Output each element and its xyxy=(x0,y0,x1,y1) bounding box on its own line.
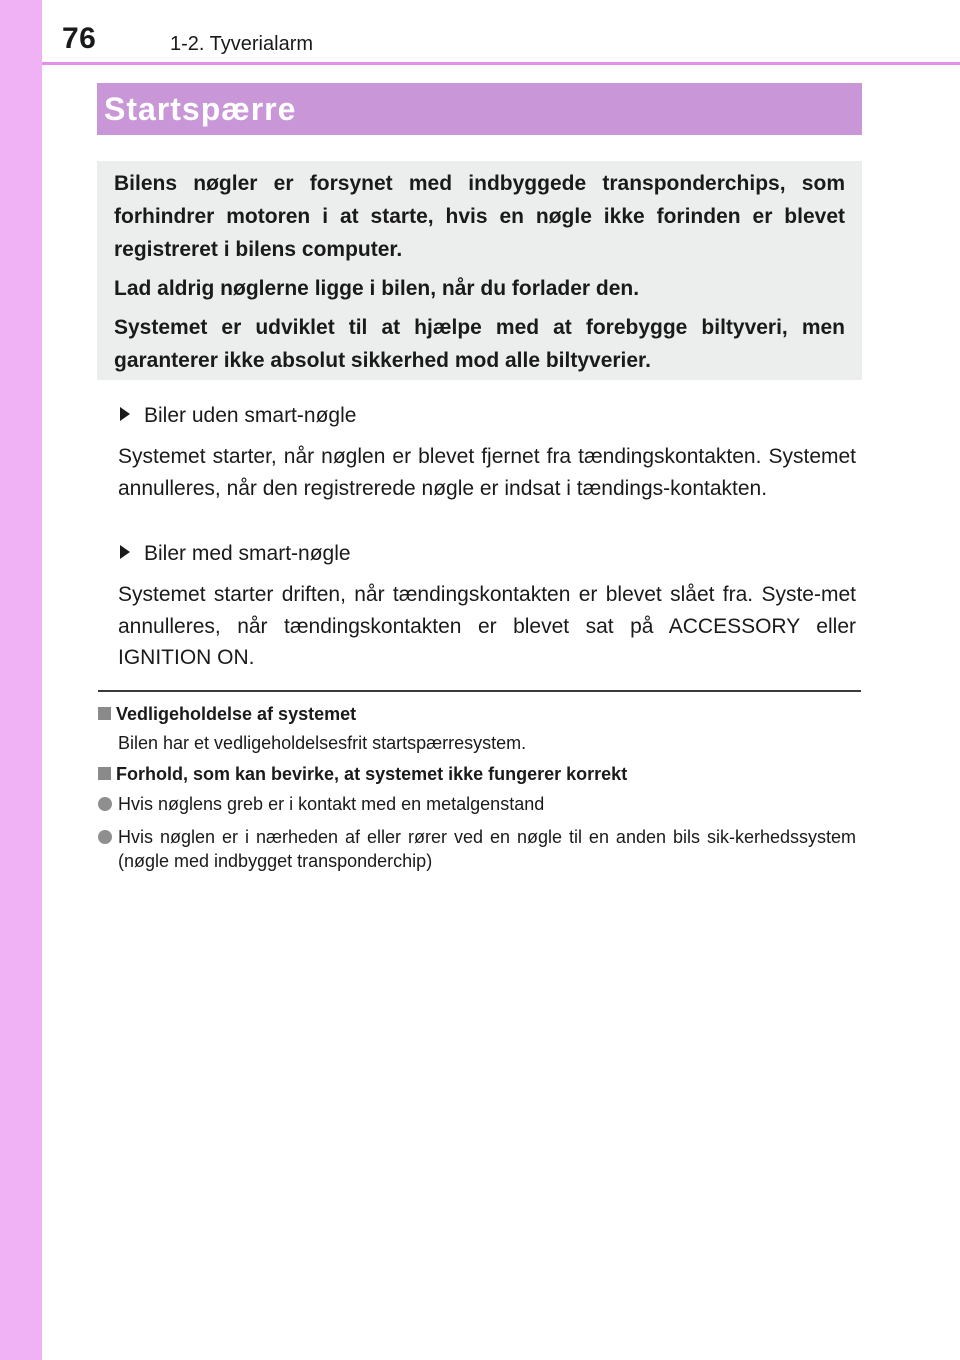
square-bullet-icon xyxy=(98,767,111,780)
section-heading-text: Biler uden smart-nøgle xyxy=(144,404,357,427)
page-number: 76 xyxy=(62,22,97,55)
note-bullet-text: Hvis nøglens greb er i kontakt med en metalgenstand xyxy=(118,794,545,814)
intro-paragraph: Lad aldrig nøglerne ligge i bilen, når du forlader den. xyxy=(114,277,640,300)
section-heading-text: Biler med smart-nøgle xyxy=(144,542,351,565)
round-bullet-icon xyxy=(98,830,112,844)
note-heading xyxy=(98,702,356,726)
section-heading xyxy=(120,539,351,569)
triangle-bullet-icon xyxy=(120,407,130,421)
square-bullet-icon xyxy=(98,707,111,720)
intro-box xyxy=(97,161,862,380)
note-bullet-item xyxy=(98,825,856,873)
side-color-strip xyxy=(0,0,42,1360)
note-bullet-item xyxy=(98,792,856,816)
note-bullet-text: Hvis nøglen er i nærheden af eller rører ved en nøgle til en anden bils sik-kerhedssystem (nøgle med indbygget transponderchip) xyxy=(118,827,856,871)
section-divider xyxy=(98,690,861,692)
note-heading xyxy=(98,762,627,786)
note-text: Bilen har et vedligeholdelsesfrit startspærresystem. xyxy=(118,733,527,753)
round-bullet-icon xyxy=(98,797,112,811)
section-reference: 1-2. Tyverialarm xyxy=(170,33,314,55)
intro-paragraph: Systemet er udviklet til at hjælpe med at forebygge biltyveri, men garanterer ikke absolut sikkerhed mod alle biltyverier. xyxy=(114,316,845,372)
title-bar xyxy=(97,83,862,135)
header-rule xyxy=(42,62,960,65)
section-heading xyxy=(120,401,356,431)
note-heading-text: Forhold, som kan bevirke, at systemet ikke fungerer korrekt xyxy=(116,764,628,784)
section-paragraph: Systemet starter driften, når tændingskontakten er blevet slået fra. Syste-met annulleres, når tændingskontakten er blevet sat på ACCESSORY eller IGNITION ON. xyxy=(118,583,856,669)
intro-paragraph: Bilens nøgler er forsynet med indbyggede transponderchips, som forhindrer motoren i at starte, hvis en nøgle ikke forinden er blevet registreret i bilens computer. xyxy=(114,172,845,261)
note-heading-text: Vedligeholdelse af systemet xyxy=(116,704,357,724)
triangle-bullet-icon xyxy=(120,545,130,559)
page-title: Startspærre xyxy=(104,91,297,127)
section-paragraph: Systemet starter, når nøglen er blevet fjernet fra tændingskontakten. Systemet annulleres, når den registrerede nøgle er indsat i tændings-kontakten. xyxy=(118,445,856,500)
